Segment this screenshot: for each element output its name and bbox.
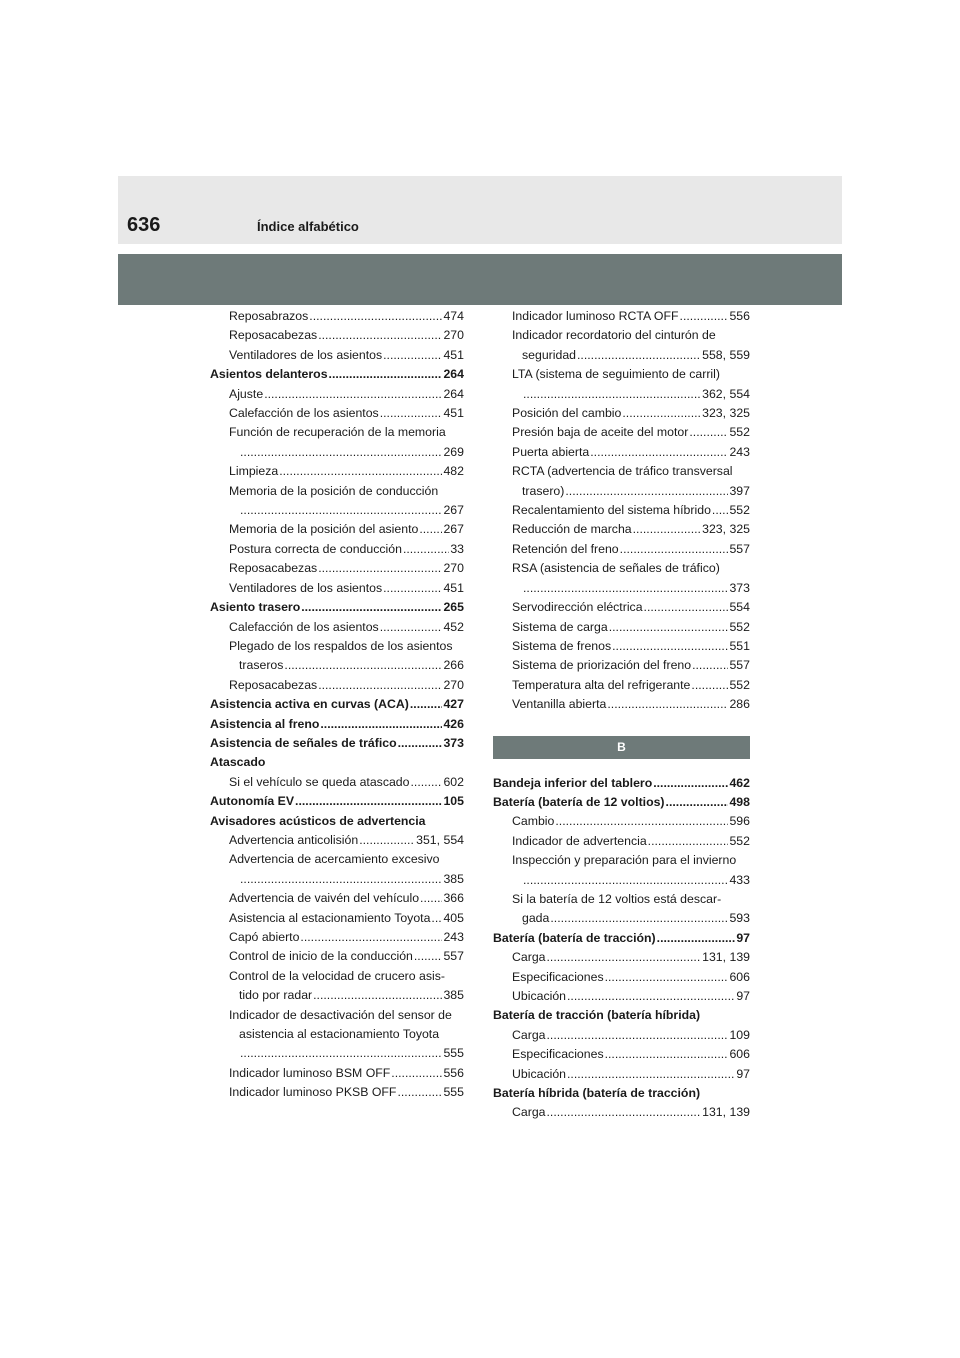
index-entry-text: Asientos delanteros [210,367,328,382]
index-entry [493,618,750,637]
index-entry-text: Posición del cambio [512,406,622,421]
dot-leader [712,501,729,520]
index-entry [493,948,750,967]
index-entry [210,734,464,753]
index-entry [210,346,464,365]
index-entry-text: Memoria de la posición del asiento [229,522,419,537]
page-reference: 266 [443,658,464,673]
index-entry-text: Temperatura alta del refrigerante [512,677,691,692]
index-entry [493,1065,750,1084]
index-entry-text: Sistema de priorización del freno [512,658,692,673]
index-entry-text: Recalentamiento del sistema híbrido [512,503,711,518]
index-entry [493,1045,750,1064]
dot-leader [300,928,442,947]
index-entry [210,1006,464,1025]
page-reference: 131, 139 [702,1105,750,1120]
index-entry-text: Asiento trasero [210,600,301,615]
index-entry [210,637,464,656]
page-reference: 33 [450,541,464,556]
dot-leader [567,987,735,1006]
index-entry [493,365,750,384]
page-reference: 555 [443,1085,464,1100]
page-reference: 105 [443,794,464,809]
index-entry-text: Memoria de la posición de conducción [229,483,439,498]
index-column-right [493,307,750,1123]
index-entry [493,1103,750,1122]
dot-leader [284,656,442,675]
dot-leader [359,831,415,850]
dot-leader [318,559,442,578]
page-reference: 385 [443,988,464,1003]
page-reference: 270 [443,328,464,343]
index-entry [210,947,464,966]
index-entry [210,540,464,559]
dot-leader [648,832,729,851]
page-reference: 474 [443,309,464,323]
index-entry-text: Advertencia de vaivén del vehículo [229,891,420,906]
index-entry [493,346,750,365]
index-entry [210,1025,464,1044]
index-entry-text: Ventiladores de los asientos [229,347,383,362]
page-reference: 323, 325 [702,406,750,421]
page-reference: 351, 554 [416,832,464,847]
index-entry [493,462,750,481]
index-entry [493,443,750,462]
dot-leader [523,579,728,598]
dot-leader [550,909,728,928]
index-entry [493,520,750,539]
page-reference: 551 [729,638,750,653]
index-entry [210,618,464,637]
index-entry-text: traseros [239,658,284,673]
dot-leader [419,520,442,539]
page-reference: 555 [443,1046,464,1061]
page-reference: 606 [729,969,750,984]
dot-leader [609,618,729,637]
page-reference: 427 [443,697,464,712]
index-entry-text: Reposabrazos [229,309,309,323]
header-dark-band [118,254,842,305]
dot-leader [653,774,728,793]
index-entry [493,579,750,598]
index-entry-text: Ubicación [512,989,566,1003]
index-entry [210,986,464,1005]
index-entry [210,579,464,598]
page-reference: 557 [729,541,750,556]
page-reference: 596 [729,814,750,829]
index-entry [493,909,750,928]
index-entry-text: Sistema de carga [512,619,608,634]
index-entry-text: Control de la velocidad de crucero asis- [229,968,445,983]
dot-leader [666,793,729,812]
index-entry-text: Control de inicio de la conducción [229,949,413,964]
index-entry-text: Carga [512,950,546,965]
index-entry-text: Reposacabezas [229,561,318,576]
dot-leader [380,618,443,637]
page-reference: 385 [443,871,464,886]
index-entry [210,307,464,326]
page-reference: 97 [736,989,750,1003]
page-reference: 593 [729,911,750,926]
page-reference: 482 [443,464,464,479]
dot-leader [329,365,443,384]
index-entry-text: Función de recuperación de la memoria [229,425,446,440]
index-entry-text: Autonomía EV [210,794,295,809]
page-reference: 323, 325 [702,522,750,537]
index-entry-text: Reposacabezas [229,677,318,692]
dot-leader [523,385,701,404]
index-entry-text: Bandeja inferior del tablero [493,775,653,790]
index-entry [210,870,464,889]
index-entry [493,423,750,442]
index-entry [493,404,750,423]
dot-leader [397,1083,442,1102]
index-entry-text: Si la batería de 12 voltios está descar- [512,891,722,906]
page-reference: 109 [729,1027,750,1042]
dot-leader [680,307,729,326]
dot-leader [420,889,442,908]
index-entry [493,540,750,559]
index-entry-text: Advertencia anticolisión [229,832,359,847]
index-entry [210,831,464,850]
index-entry [210,792,464,811]
page-reference: 606 [729,1047,750,1062]
index-entry [210,676,464,695]
index-entry-text: Ajuste [229,386,264,401]
dot-leader [523,871,728,890]
page-reference: 405 [443,910,464,925]
index-entry [210,753,464,772]
dot-leader [240,501,442,520]
index-entry-text: Plegado de los respaldos de los asientos [229,638,453,653]
page-reference: 552 [729,619,750,634]
page-reference: 269 [443,444,464,459]
index-entry [210,482,464,501]
dot-leader [605,1045,729,1064]
dot-leader [380,404,443,423]
page-reference: 97 [736,1066,750,1081]
index-entry-text: Batería (batería de 12 voltios) [493,794,665,809]
dot-leader [577,346,701,365]
dot-leader [383,579,442,598]
index-entry-text: Indicador luminoso BSM OFF [229,1065,391,1080]
index-entry-text: Calefacción de los asientos [229,619,379,634]
index-entry-text: Ventiladores de los asientos [229,580,383,595]
index-group-b [493,774,750,1123]
dot-leader [313,986,442,1005]
index-entry [210,1083,464,1102]
index-entry-text: Avisadores acústicos de advertencia [210,813,426,828]
index-entry [210,1044,464,1063]
dot-leader [620,540,729,559]
index-entry [493,1084,750,1103]
index-entry [210,812,464,831]
index-entry-text: trasero) [522,483,565,498]
index-entry [493,637,750,656]
dot-leader [318,326,442,345]
index-entry [493,385,750,404]
page-reference: 558, 559 [702,347,750,362]
dot-leader [612,637,728,656]
dot-leader [555,812,728,831]
page-reference: 451 [443,406,464,421]
index-entry [210,909,464,928]
index-entry [493,326,750,345]
page-reference: 426 [443,716,464,731]
page-reference: 97 [736,930,750,945]
dot-leader [657,929,736,948]
index-entry [210,850,464,869]
index-entry-text: Calefacción de los asientos [229,406,379,421]
index-entry [493,851,750,870]
page-reference: 552 [729,503,750,518]
index-entry-text: Si el vehículo se queda atascado [229,774,410,789]
index-entry-text: Servodirección eléctrica [512,600,643,615]
page-number: 636 [127,214,161,236]
index-entry [493,968,750,987]
dot-leader [320,715,442,734]
index-entry-text: Capó abierto [229,930,300,944]
index-entry-text: Ubicación [512,1066,566,1081]
dot-leader [644,598,729,617]
index-entry [210,559,464,578]
dot-leader [547,948,702,967]
page-reference: 131, 139 [702,950,750,965]
page-reference: 556 [729,309,750,323]
index-entry [210,520,464,539]
section-title: Índice alfabético [257,219,359,234]
index-entry-text: Especificaciones [512,969,604,984]
page-reference: 286 [729,697,750,712]
index-entry-text: Ventanilla abierta [512,697,607,712]
index-entry [493,871,750,890]
index-entry-text: Cambio [512,814,555,829]
page-reference: 366 [443,891,464,906]
page-reference: 397 [729,483,750,498]
dot-leader [605,968,729,987]
page-reference: 270 [443,677,464,692]
index-entry [210,365,464,384]
dot-leader [410,773,442,792]
index-entry-text: gada [522,911,550,926]
dot-leader [633,520,702,539]
dot-leader [264,385,442,404]
dot-leader [565,482,728,501]
index-entry-text: Batería híbrida (batería de tracción) [493,1086,701,1101]
index-entry [493,676,750,695]
dot-leader [309,307,442,326]
index-entry [493,929,750,948]
dot-leader [301,598,442,617]
index-entry-text: Carga [512,1027,546,1042]
page-reference: 373 [729,580,750,595]
index-entry [493,793,750,812]
index-entry [493,774,750,793]
page-reference: 556 [443,1065,464,1080]
dot-leader [410,695,443,714]
dot-leader [567,1065,735,1084]
page-reference: 602 [443,774,464,789]
dot-leader [547,1103,702,1122]
dot-leader [689,423,728,442]
index-entry-text: Indicador luminoso RCTA OFF [512,309,679,323]
index-entry-text: Batería de tracción (batería híbrida) [493,1008,701,1023]
dot-leader [295,792,442,811]
index-entry [210,423,464,442]
index-entry [493,1006,750,1025]
page-reference: 373 [443,735,464,750]
page-reference: 270 [443,561,464,576]
dot-leader [383,346,442,365]
header-band [118,176,842,244]
index-entry-text: Asistencia al estacionamiento Toyota [229,910,431,925]
dot-leader [622,404,701,423]
index-entry-text: Indicador de advertencia [512,833,647,848]
index-entry [210,326,464,345]
index-entry-text: LTA (sistema de seguimiento de carril) [512,367,720,382]
page-reference: 462 [729,775,750,790]
index-entry [210,462,464,481]
index-entry-text: Indicador recordatorio del cinturón de [512,328,716,343]
index-entry-text: Asistencia al freno [210,716,320,731]
index-entry-text: Reducción de marcha [512,522,632,537]
index-entry [210,598,464,617]
index-entry-text: Limpieza [229,464,279,479]
dot-leader [414,947,443,966]
dot-leader [607,695,728,714]
dot-leader [391,1064,442,1083]
dot-leader [431,909,442,928]
index-entry [493,695,750,714]
dot-leader [692,656,728,675]
dot-leader [279,462,442,481]
page-reference: 264 [443,386,464,401]
index-entry [493,1026,750,1045]
index-entry-text: Asistencia activa en curvas (ACA) [210,697,409,712]
page-reference: 452 [443,619,464,634]
page-reference: 557 [729,658,750,673]
dot-leader [590,443,728,462]
page-reference: 552 [729,677,750,692]
page-reference: 362, 554 [702,386,750,401]
index-entry [210,715,464,734]
dot-leader [547,1026,729,1045]
page-reference: 552 [729,833,750,848]
index-entry-text: Puerta abierta [512,444,590,459]
page-reference: 267 [443,503,464,518]
index-entry [210,889,464,908]
index-entry [493,890,750,909]
index-column-left [210,307,464,1103]
index-group-continued [493,307,750,715]
page-reference: 451 [443,580,464,595]
page-reference: 264 [443,367,464,382]
index-entry-text: RCTA (advertencia de tráfico transversal [512,464,733,479]
index-entry [493,482,750,501]
index-entry-text: Retención del freno [512,541,619,556]
page-reference: 243 [729,444,750,459]
index-entry [210,695,464,714]
index-entry [493,307,750,326]
page-reference: 451 [443,347,464,362]
section-letter-bar: B [493,736,750,759]
index-entry [210,404,464,423]
index-entry [493,832,750,851]
index-entry [493,812,750,831]
index-entry [210,443,464,462]
index-entry-text: RSA (asistencia de señales de tráfico) [512,561,720,576]
index-entry [210,773,464,792]
index-entry-text: Indicador luminoso PKSB OFF [229,1085,397,1100]
page-reference: 433 [729,872,750,887]
index-entry [493,987,750,1006]
dot-leader [403,540,449,559]
dot-leader [318,676,442,695]
index-entry [210,1064,464,1083]
index-entry-text: asistencia al estacionamiento Toyota [239,1027,440,1042]
index-entry-text: Sistema de frenos [512,638,612,653]
index-entry [493,501,750,520]
page-reference: 243 [443,930,464,944]
page-reference: 498 [729,794,750,809]
dot-leader [240,443,442,462]
page-reference: 267 [443,522,464,537]
dot-leader [691,676,728,695]
index-entry-text: Asistencia de señales de tráfico [210,735,397,750]
page-reference: 552 [729,425,750,440]
index-entry [210,656,464,675]
page-reference: 265 [443,600,464,615]
index-entry-text: Postura correcta de conducción [229,541,402,556]
index-entry-text: seguridad [522,347,577,362]
index-entry-text: tido por radar [239,988,313,1003]
index-entry-text: Inspección y preparación para el invierno [512,853,737,868]
index-entry [493,598,750,617]
index-entry-text: Batería (batería de tracción) [493,930,656,945]
dot-leader [240,1044,442,1063]
index-entry [210,385,464,404]
index-entry [493,656,750,675]
index-entry-text: Advertencia de acercamiento excesivo [229,852,440,867]
index-entry-text: Especificaciones [512,1047,604,1062]
index-entry [210,501,464,520]
index-entry-text: Presión baja de aceite del motor [512,425,689,440]
page-reference: 554 [729,600,750,615]
index-entry [210,967,464,986]
index-entry-text: Carga [512,1105,546,1120]
dot-leader [398,734,443,753]
index-entry [210,928,464,947]
index-entry [493,559,750,578]
index-entry-text: Indicador de desactivación del sensor de [229,1007,452,1022]
index-entry-text: Reposacabezas [229,328,318,343]
index-entry-text: Atascado [210,755,266,770]
dot-leader [240,870,442,889]
page-reference: 557 [443,949,464,964]
